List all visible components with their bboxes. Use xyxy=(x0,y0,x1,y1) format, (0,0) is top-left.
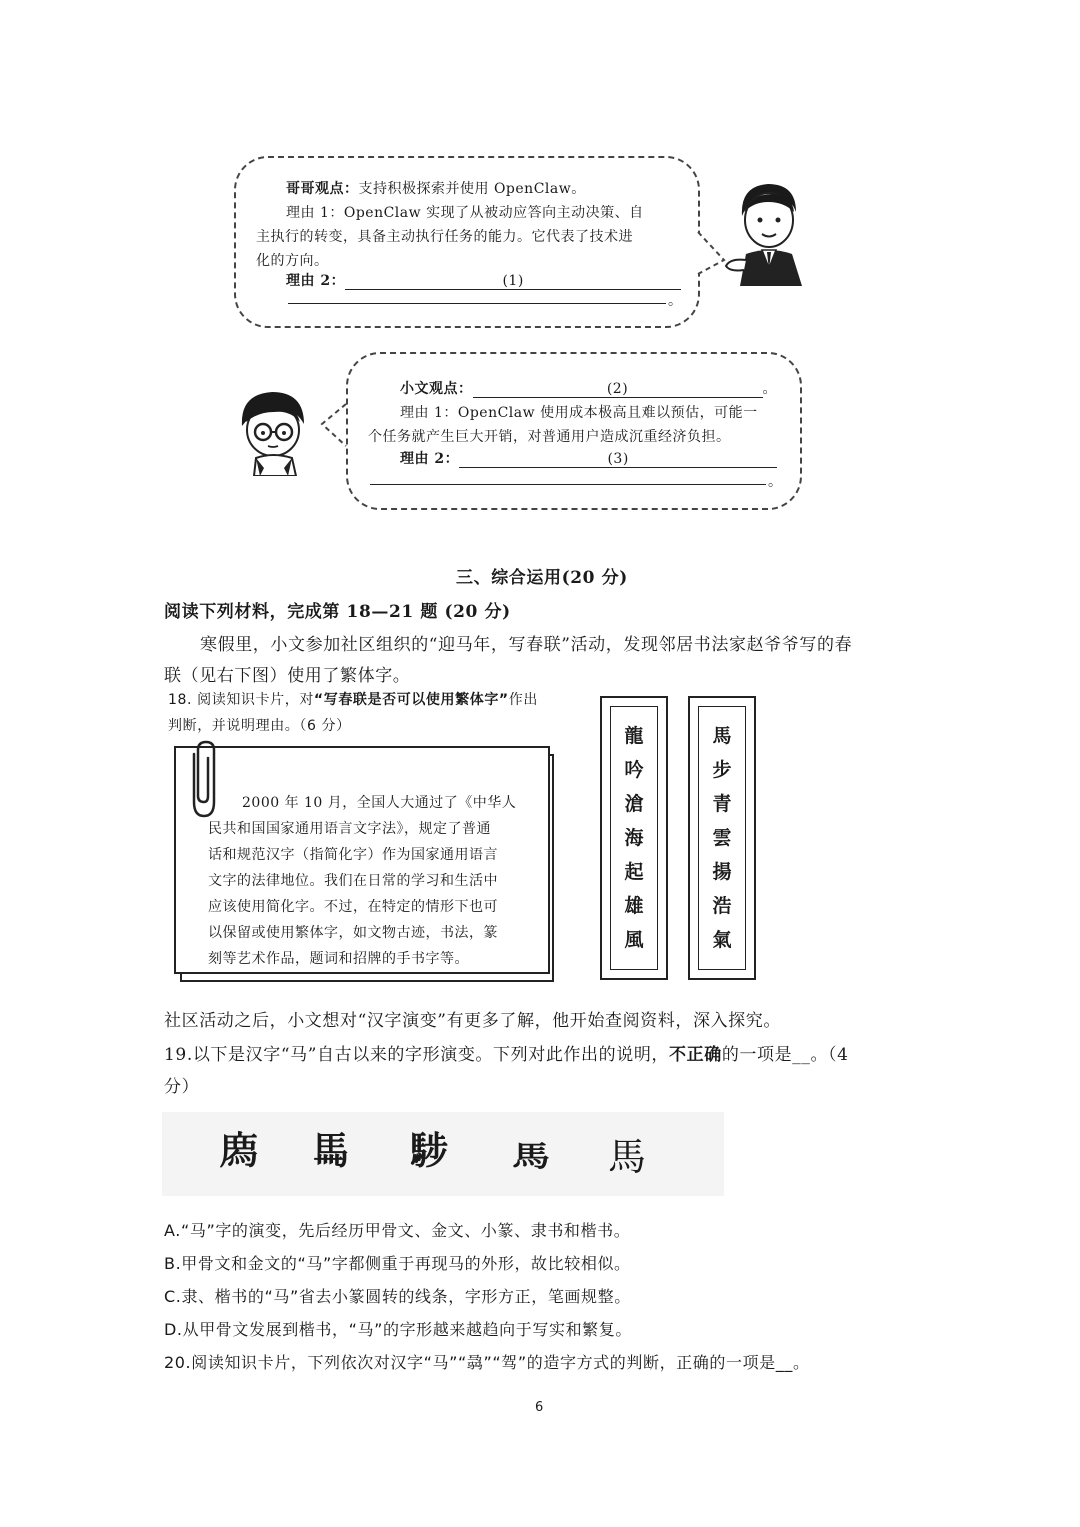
intro-line-1: 寒假里，小文参加社区组织的“迎马年，写春联”活动，发现邻居书法家赵爷爷写的春 xyxy=(200,635,853,655)
brother-speech-bubble xyxy=(234,156,700,328)
brother-reason1-line3: 化的方向。 xyxy=(256,253,329,269)
xiaowen-avatar-icon xyxy=(234,388,312,476)
xiaowen-bubble-tail xyxy=(318,400,350,450)
card-line-2: 民共和国国家通用语言文字法》，规定了普通 xyxy=(208,821,491,837)
xiaowen-reason1-line1: 理由 1：OpenClaw 使用成本极高且难以预估，可能一 xyxy=(400,405,758,421)
q18-suffix: 作出 xyxy=(508,692,538,708)
brother-reason1-line1: 理由 1：OpenClaw 实现了从被动应答向主动决策、自 xyxy=(286,205,644,221)
couplet-right-char-6: 浩 xyxy=(712,895,732,917)
glyph-bronze: 𩡧 xyxy=(312,1128,351,1173)
xiaowen-reason1-line2: 个任务就产生巨大开销，对普通用户造成沉重经济负担。 xyxy=(368,429,731,445)
option-a[interactable]: A.“马”字的演变，先后经历甲骨文、金文、小篆、隶书和楷书。 xyxy=(164,1221,631,1240)
section-instruction: 阅读下列材料，完成第 18—21 题 (20 分) xyxy=(164,602,511,622)
q20-text: 20.阅读知识卡片，下列依次对汉字“马”“骉”“驾”的造字方式的判断，正确的一项是__。 xyxy=(164,1353,810,1372)
option-c[interactable]: C.隶、楷书的“马”省去小篆圆转的线条，字形方正，笔画规整。 xyxy=(164,1287,631,1306)
glyph-oracle-bone: 𢊁 xyxy=(220,1128,259,1173)
answer-line-1b[interactable] xyxy=(288,303,666,304)
q18-bold-topic: “写春联是否可以使用繁体字” xyxy=(313,692,509,708)
brother-view-text: 支持积极探索并使用 OpenClaw。 xyxy=(358,181,586,197)
couplet-left-char-5: 起 xyxy=(624,861,644,883)
couplet-left-char-6: 雄 xyxy=(624,895,644,917)
blank-marker-1: (1) xyxy=(502,273,524,289)
card-line-7: 刻等艺术作品，题词和招牌的手书字等。 xyxy=(208,951,469,967)
brother-end-mark: 。 xyxy=(668,293,683,309)
option-b[interactable]: B.甲骨文和金文的“马”字都侧重于再现马的外形，故比较相似。 xyxy=(164,1254,631,1273)
couplet-right-char-3: 青 xyxy=(712,793,732,815)
blank-marker-3: (3) xyxy=(607,451,629,467)
couplet-left-char-7: 風 xyxy=(624,929,644,951)
xiaowen-speech-bubble xyxy=(346,352,802,510)
couplet-right xyxy=(688,696,756,980)
glyph-evolution-strip xyxy=(162,1112,724,1196)
q19-bold: 不正确 xyxy=(669,1045,722,1065)
glyph-regular: 馬 xyxy=(608,1135,647,1179)
section-heading: 三、综合运用(20 分) xyxy=(456,568,628,588)
card-line-6: 以保留或使用繁体字，如文物古迹，书法，篆 xyxy=(208,925,498,941)
page-number: 6 xyxy=(535,1400,544,1415)
q18-line-1 xyxy=(168,689,538,709)
couplet-left-char-3: 滄 xyxy=(624,793,644,815)
answer-blank-2[interactable] xyxy=(473,381,763,398)
blank-marker-2: (2) xyxy=(606,381,629,397)
xiaowen-reason2-label: 理由 2： xyxy=(400,451,460,467)
brother-reason1-line2: 主执行的转变，具备主动执行任务的能力。它代表了技术进 xyxy=(256,229,633,245)
card-line-4: 文字的法律地位。我们在日常的学习和生活中 xyxy=(208,873,498,889)
couplet-left-char-1: 龍 xyxy=(624,725,644,747)
intro-line-2: 联（见右下图）使用了繁体字。 xyxy=(164,666,411,686)
xiaowen-end-mark-2: 。 xyxy=(768,474,783,490)
couplet-right-char-5: 揚 xyxy=(712,861,732,883)
xiaowen-end-mark-1: 。 xyxy=(762,381,777,397)
couplet-left-char-4: 海 xyxy=(624,827,644,849)
couplet-right-char-1: 馬 xyxy=(712,725,732,747)
couplet-left-char-2: 吟 xyxy=(624,759,644,781)
xiaowen-view-label: 小文观点： xyxy=(400,381,473,397)
transition-text: 社区活动之后，小文想对“汉字演变”有更多了解，他开始查阅资料，深入探究。 xyxy=(164,1011,781,1031)
brother-reason2-label: 理由 2： xyxy=(286,273,346,289)
answer-blank-3[interactable] xyxy=(459,451,777,468)
card-line-3: 话和规范汉字（指简化字）作为国家通用语言 xyxy=(208,847,498,863)
q19-prefix: 19.以下是汉字“马”自古以来的字形演变。下列对此作出的说明， xyxy=(164,1045,670,1065)
answer-blank-1[interactable] xyxy=(345,273,681,290)
card-line-1: 2000 年 10 月，全国人大通过了《中华人 xyxy=(242,795,517,811)
couplet-right-char-2: 步 xyxy=(712,759,732,781)
glyph-clerical: 馬 xyxy=(512,1139,551,1173)
couplet-right-char-7: 氣 xyxy=(712,929,732,951)
glyph-small-seal: 𩣝 xyxy=(410,1128,449,1173)
q18-line-2: 判断，并说明理由。（6 分） xyxy=(168,718,351,734)
q19-suffix: 的一项是__。（4 xyxy=(721,1045,849,1065)
q19-line-2: 分） xyxy=(164,1077,200,1097)
couplet-left xyxy=(600,696,668,980)
knowledge-card xyxy=(174,746,550,974)
card-line-5: 应该使用简化字。不过，在特定的情形下也可 xyxy=(208,899,498,915)
brother-view-label: 哥哥观点： xyxy=(286,181,359,197)
brother-avatar-icon xyxy=(722,176,814,286)
option-d[interactable]: D.从甲骨文发展到楷书，“马”的字形越来越趋向于写实和繁复。 xyxy=(164,1320,632,1339)
answer-line-3b[interactable] xyxy=(370,484,766,485)
paperclip-icon xyxy=(180,738,220,822)
couplet-right-char-4: 雲 xyxy=(712,827,732,849)
q19-line-1 xyxy=(164,1040,849,1065)
q18-prefix: 18. 阅读知识卡片，对 xyxy=(168,692,314,708)
